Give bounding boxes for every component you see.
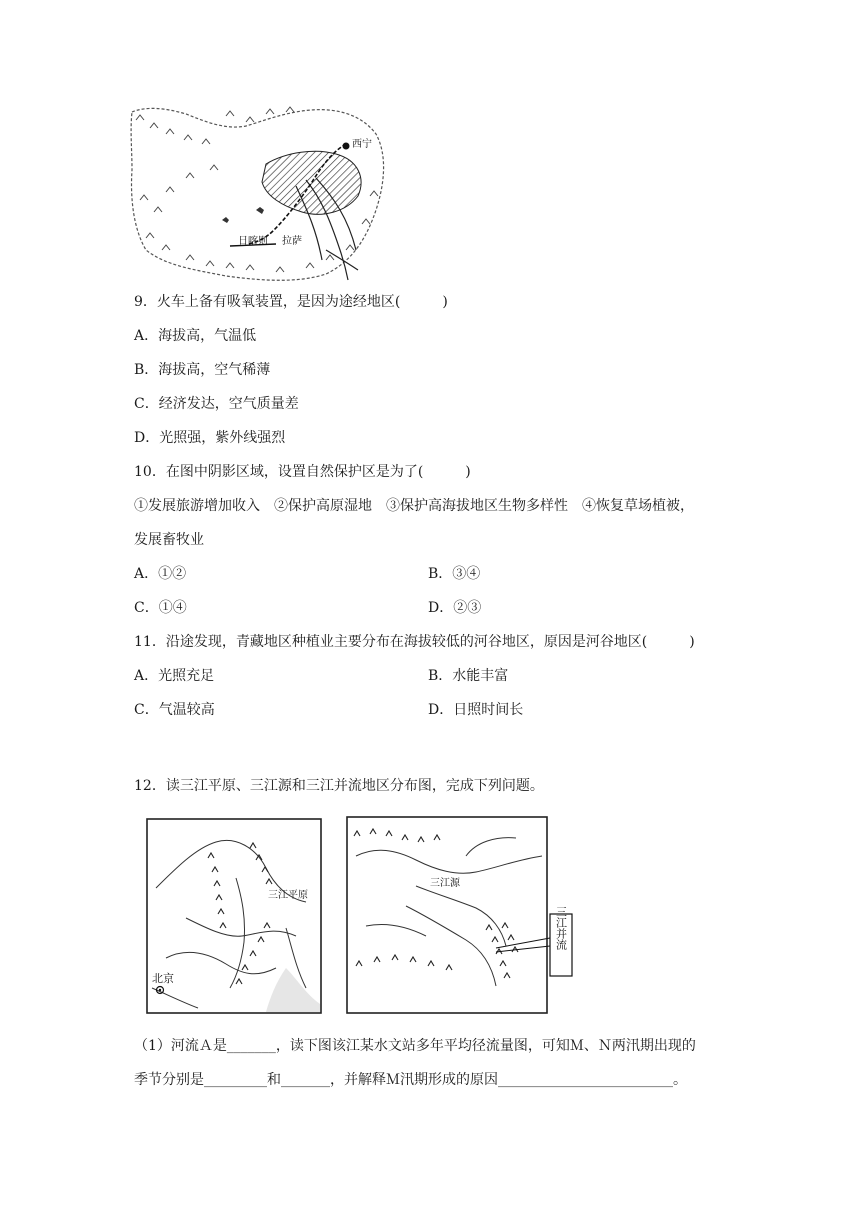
sanjiang-plain-map — [146, 818, 322, 1014]
label-sanjiangyuan: 三江源 — [430, 878, 460, 889]
label-rikaze: 日喀则 — [238, 236, 268, 247]
q10-stem: 10．在图中阴影区域，设置自然保护区是为了( ) — [134, 464, 471, 480]
q9-option-c[interactable]: C．经济发达，空气质量差 — [134, 396, 299, 412]
label-three-parallel-rivers: 三江并流 — [554, 906, 568, 950]
label-lasa: 拉萨 — [282, 236, 302, 247]
qinghai-tibet-map — [126, 100, 388, 286]
q10-option-c[interactable]: C．①④ — [134, 600, 187, 616]
q11-option-c[interactable]: C．气温较高 — [134, 702, 215, 718]
q11-option-d[interactable]: D．日照时间长 — [428, 702, 524, 718]
label-sanjiang-plain: 三江平原 — [268, 890, 308, 901]
q12-sub1-line2: 季节分别是_________和_______，并解释Ｍ汛期形成的原因_________________________。 — [134, 1072, 687, 1088]
q10-statements-line2: 发展畜牧业 — [134, 532, 204, 548]
q9-option-a[interactable]: A．海拔高，气温低 — [134, 328, 257, 344]
q10-statements-line1: ①发展旅游增加收入 ②保护高原湿地 ③保护高海拔地区生物多样性 ④恢复草场植被， — [134, 498, 694, 514]
label-xining: 西宁 — [352, 139, 372, 150]
sanjiangyuan-map — [346, 816, 576, 1014]
q9-stem: 9．火车上备有吸氧装置，是因为途经地区( ) — [134, 294, 448, 310]
q9-option-b[interactable]: B．海拔高，空气稀薄 — [134, 362, 271, 378]
q10-option-a[interactable]: A．①② — [134, 566, 187, 582]
q12-sub1-line1: （1）河流Ａ是_______，读下图该江某水文站多年平均径流量图，可知Ｍ、Ｎ两汛期出现的 — [134, 1038, 696, 1054]
q10-option-b[interactable]: B．③④ — [428, 566, 481, 582]
label-beijing: 北京 — [152, 972, 174, 985]
q11-option-b[interactable]: B．水能丰富 — [428, 668, 509, 684]
q10-option-d[interactable]: D．②③ — [428, 600, 482, 616]
q12-stem: 12．读三江平原、三江源和三江并流地区分布图，完成下列问题。 — [134, 778, 544, 794]
q9-option-d[interactable]: D．光照强，紫外线强烈 — [134, 430, 286, 446]
q11-option-a[interactable]: A．光照充足 — [134, 668, 215, 684]
q11-stem: 11．沿途发现，青藏地区种植业主要分布在海拔较低的河谷地区，原因是河谷地区( ) — [134, 634, 695, 650]
